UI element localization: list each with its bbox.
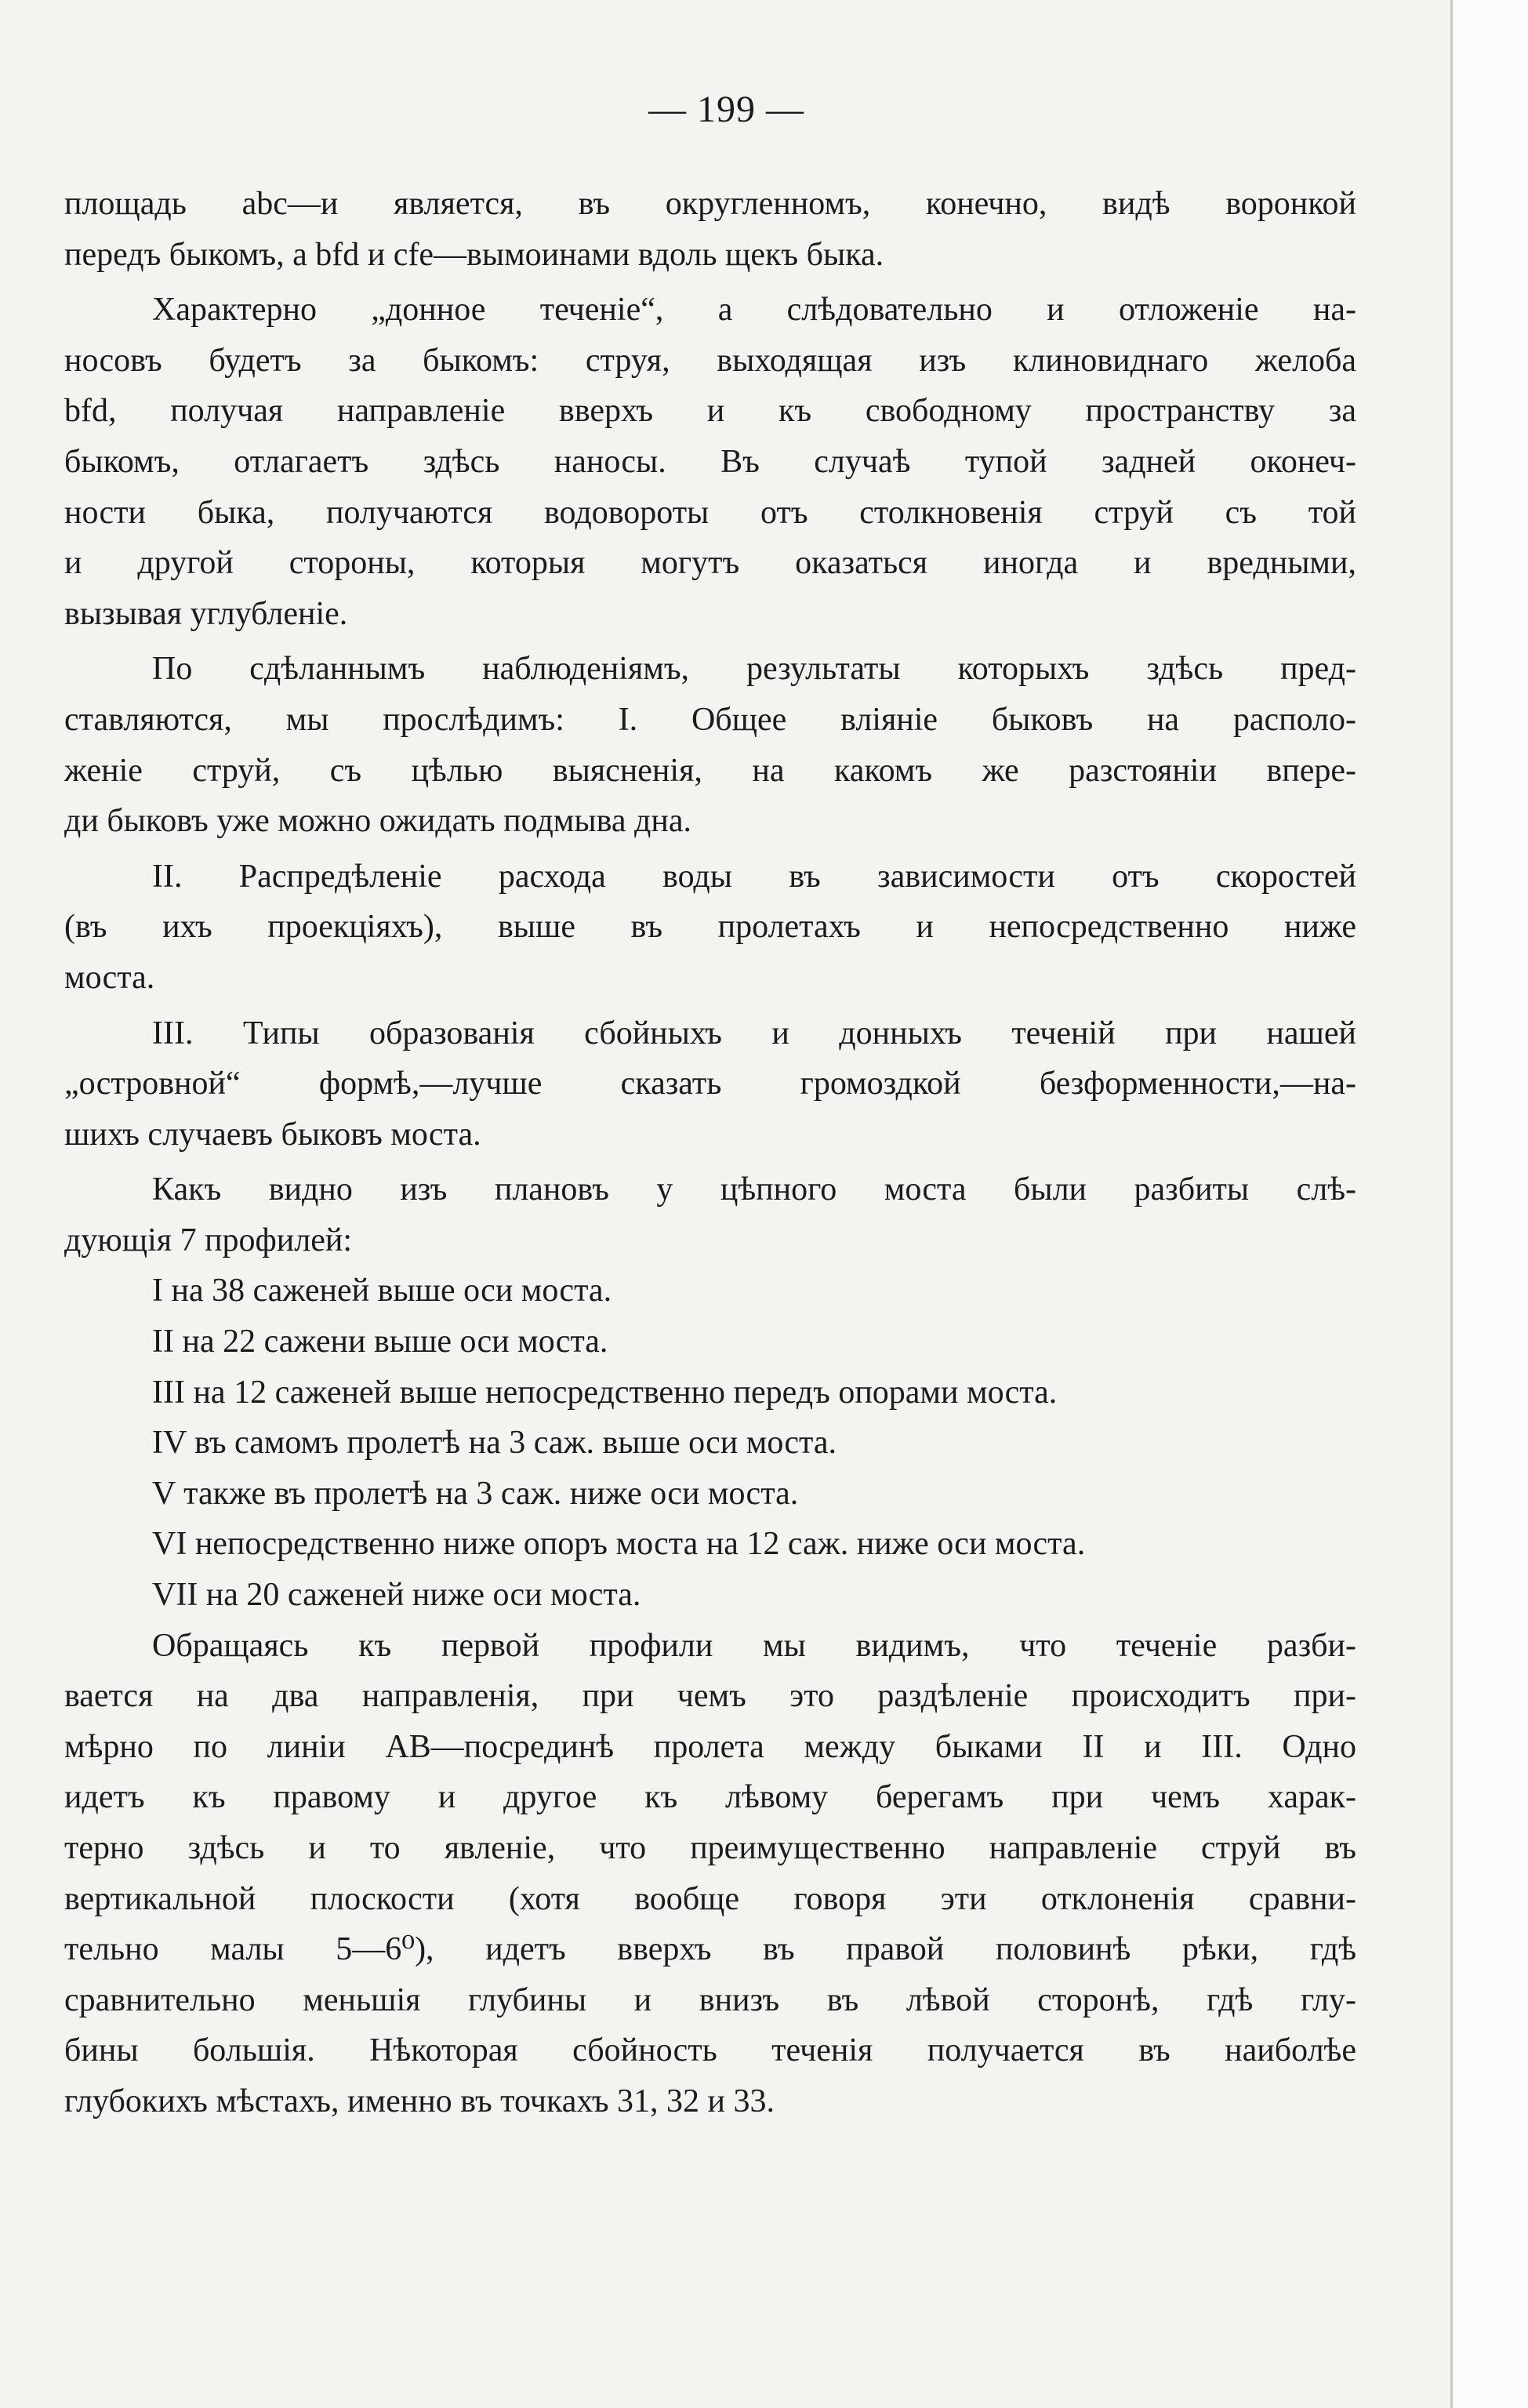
text-line: площадь аbс—и является, въ округленномъ, конечно, видѣ воронкой: [64, 186, 1356, 222]
text-line: вертикальной плоскости (хотя вообще говоря эти отклоненія сравни-: [64, 1880, 1356, 1917]
page-body: [64, 179, 1356, 2127]
list-item: VII на 20 саженей ниже оси моста.: [152, 1577, 641, 1614]
text-line: ности быка, получаются водовороты отъ столкновенія струй съ той: [64, 494, 1356, 531]
scan-margin: [1453, 0, 1528, 2408]
list-item: I на 38 саженей выше оси моста.: [152, 1273, 612, 1309]
text-line: II. Распредѣленіе расхода воды въ зависимости отъ скоростей: [152, 858, 1356, 895]
text-line: вызывая углубленіе.: [64, 595, 348, 632]
text-line: Какъ видно изъ плановъ у цѣпного моста были разбиты слѣ-: [152, 1171, 1356, 1208]
text-line: вается на два направленія, при чемъ это раздѣленіе происходитъ при-: [64, 1678, 1356, 1715]
text-line: глубокихъ мѣстахъ, именно въ точкахъ 31, 32 и 33.: [64, 2083, 775, 2119]
text-line: дующія 7 профилей:: [64, 1222, 352, 1258]
profiles-list: [64, 1266, 1356, 1620]
paragraph: [64, 285, 1356, 639]
paragraph: [64, 644, 1356, 846]
text-line: III. Типы образованія сбойныхъ и донныхъ теченій при нашей: [152, 1015, 1356, 1051]
text-line: Характерно „донное теченіе“, а слѣдовательно и отложеніе на-: [152, 292, 1356, 329]
list-item: II на 22 сажени выше оси моста.: [152, 1324, 608, 1360]
text-line: По сдѣланнымъ наблюденіямъ, результаты которыхъ здѣсь пред-: [152, 651, 1356, 688]
text-line: идетъ къ правому и другое къ лѣвому берегамъ при чемъ харак-: [64, 1779, 1356, 1816]
list-item: III на 12 саженей выше непосредственно передъ опорами моста.: [152, 1374, 1058, 1411]
text-line: женіе струй, съ цѣлью выясненія, на какомъ же разстояніи впере-: [64, 752, 1356, 789]
paragraph: [64, 1621, 1356, 2127]
text-line: быкомъ, отлагаетъ здѣсь наносы. Въ случаѣ тупой задней оконеч-: [64, 443, 1356, 480]
text-line: „островной“ формѣ,—лучше сказать громоздкой безформенности,—на-: [64, 1066, 1356, 1102]
text-line: передъ быкомъ, а bfd и cfe—вымоинами вдоль щекъ быка.: [64, 236, 884, 273]
text-line: Обращаясь къ первой профили мы видимъ, что теченіе разби-: [152, 1627, 1356, 1664]
paragraph: [64, 179, 1356, 280]
text-line: носовъ будетъ за быкомъ: струя, выходящая изъ клиновиднаго желоба: [64, 342, 1356, 379]
paragraph: [64, 1008, 1356, 1160]
text-line: шихъ случаевъ быковъ моста.: [64, 1116, 481, 1153]
text-line: bfd, получая направленіе вверхъ и къ свободному пространству за: [64, 393, 1356, 430]
text-line: ставляются, мы прослѣдимъ: I. Общее вліяніе быковъ на располо-: [64, 701, 1356, 738]
list-item: V также въ пролетѣ на 3 саж. ниже оси моста.: [152, 1475, 799, 1512]
paragraph: [64, 1164, 1356, 1266]
text-line: (въ ихъ проекціяхъ), выше въ пролетахъ и непосредственно ниже: [64, 909, 1356, 946]
paragraph: [64, 852, 1356, 1004]
text-line: и другой стороны, которыя могутъ оказаться иногда и вредными,: [64, 545, 1356, 582]
list-item: VI непосредственно ниже опоръ моста на 12 саж. ниже оси моста.: [152, 1526, 1086, 1563]
text-line: моста.: [64, 959, 155, 996]
text-line: тельно малы 5—6⁰), идетъ вверхъ въ правой половинѣ рѣки, гдѣ: [64, 1931, 1356, 1968]
list-item: IV въ самомъ пролетѣ на 3 саж. выше оси моста.: [152, 1425, 837, 1462]
text-line: мѣрно по линіи АВ—посрединѣ пролета между быками II и III. Одно: [64, 1728, 1356, 1765]
text-line: ди быковъ уже можно ожидать подмыва дна.: [64, 803, 692, 840]
text-line: сравнительно меньшія глубины и внизъ въ лѣвой сторонѣ, гдѣ глу-: [64, 1981, 1356, 2018]
page-number: — 199 —: [648, 89, 804, 130]
text-line: терно здѣсь и то явленіе, что преимущественно направленіе струй въ: [64, 1830, 1356, 1866]
text-line: бины большія. Нѣкоторая сбойность теченія получается въ наиболѣе: [64, 2032, 1356, 2069]
